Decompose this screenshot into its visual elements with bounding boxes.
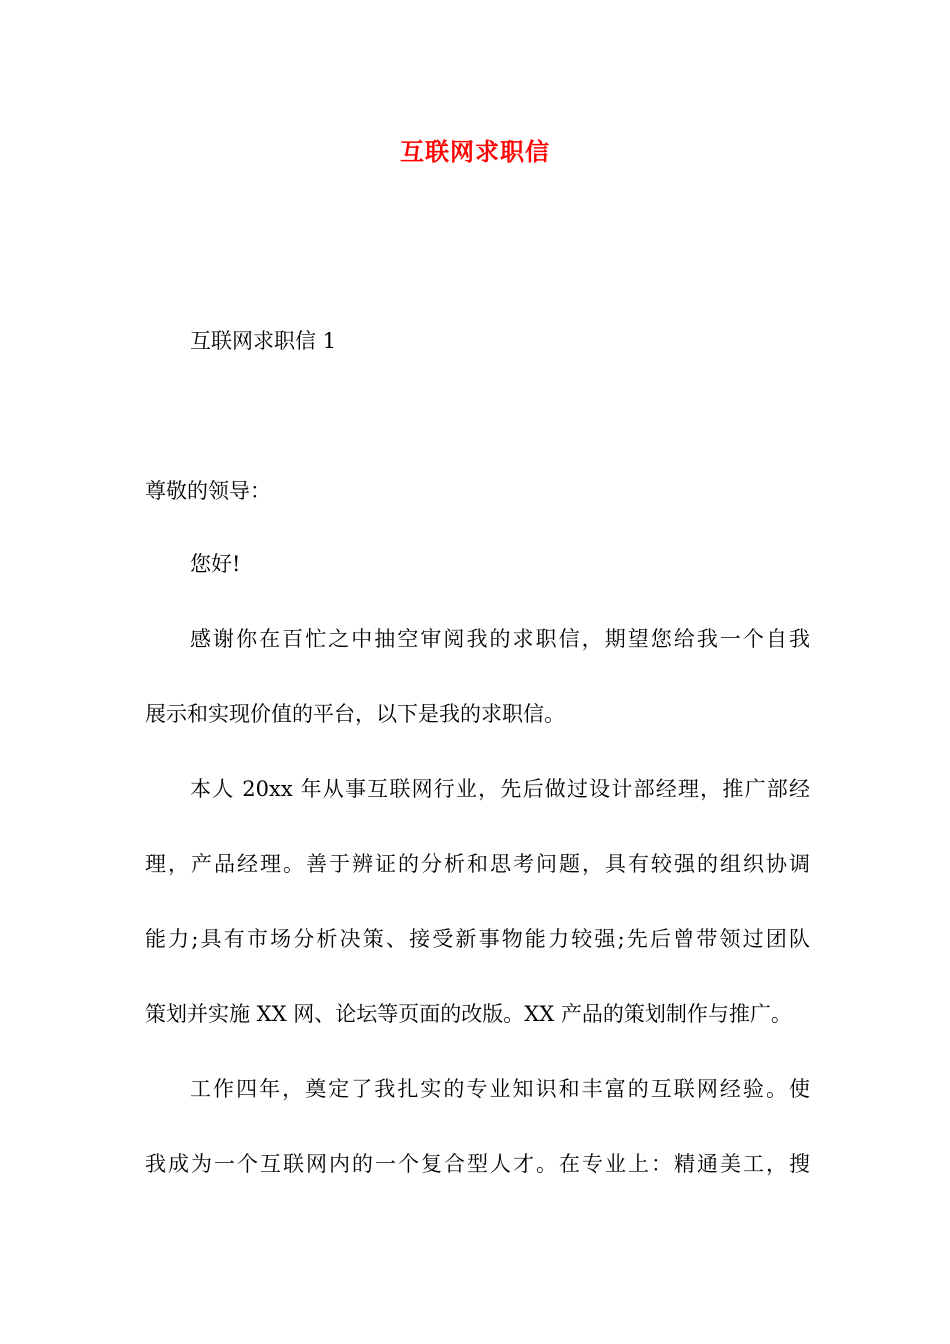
- paragraph-line: 策划并实施 XX 网、论坛等页面的改版。XX 产品的策划制作与推广。: [145, 1002, 792, 1026]
- paragraph-line: 本人 20xx 年从事互联网行业，先后做过设计部经理，推广部经: [190, 777, 810, 801]
- section-heading: 互联网求职信 1: [190, 329, 337, 353]
- paragraph-line: 我成为一个互联网内的一个复合型人才。在专业上：精通美工，搜: [145, 1152, 810, 1176]
- greeting: 您好!: [190, 552, 241, 576]
- document-title: 互联网求职信: [400, 137, 550, 166]
- paragraph-line: 能力;具有市场分析决策、接受新事物能力较强;先后曾带领过团队: [145, 927, 810, 951]
- paragraph-line: 感谢你在百忙之中抽空审阅我的求职信，期望您给我一个自我: [190, 627, 810, 651]
- salutation: 尊敬的领导：: [145, 479, 271, 503]
- paragraph-line: 理，产品经理。善于辨证的分析和思考问题，具有较强的组织协调: [145, 852, 810, 876]
- paragraph-line: 工作四年，奠定了我扎实的专业知识和丰富的互联网经验。使: [190, 1077, 810, 1101]
- paragraph-line: 展示和实现价值的平台，以下是我的求职信。: [145, 702, 565, 726]
